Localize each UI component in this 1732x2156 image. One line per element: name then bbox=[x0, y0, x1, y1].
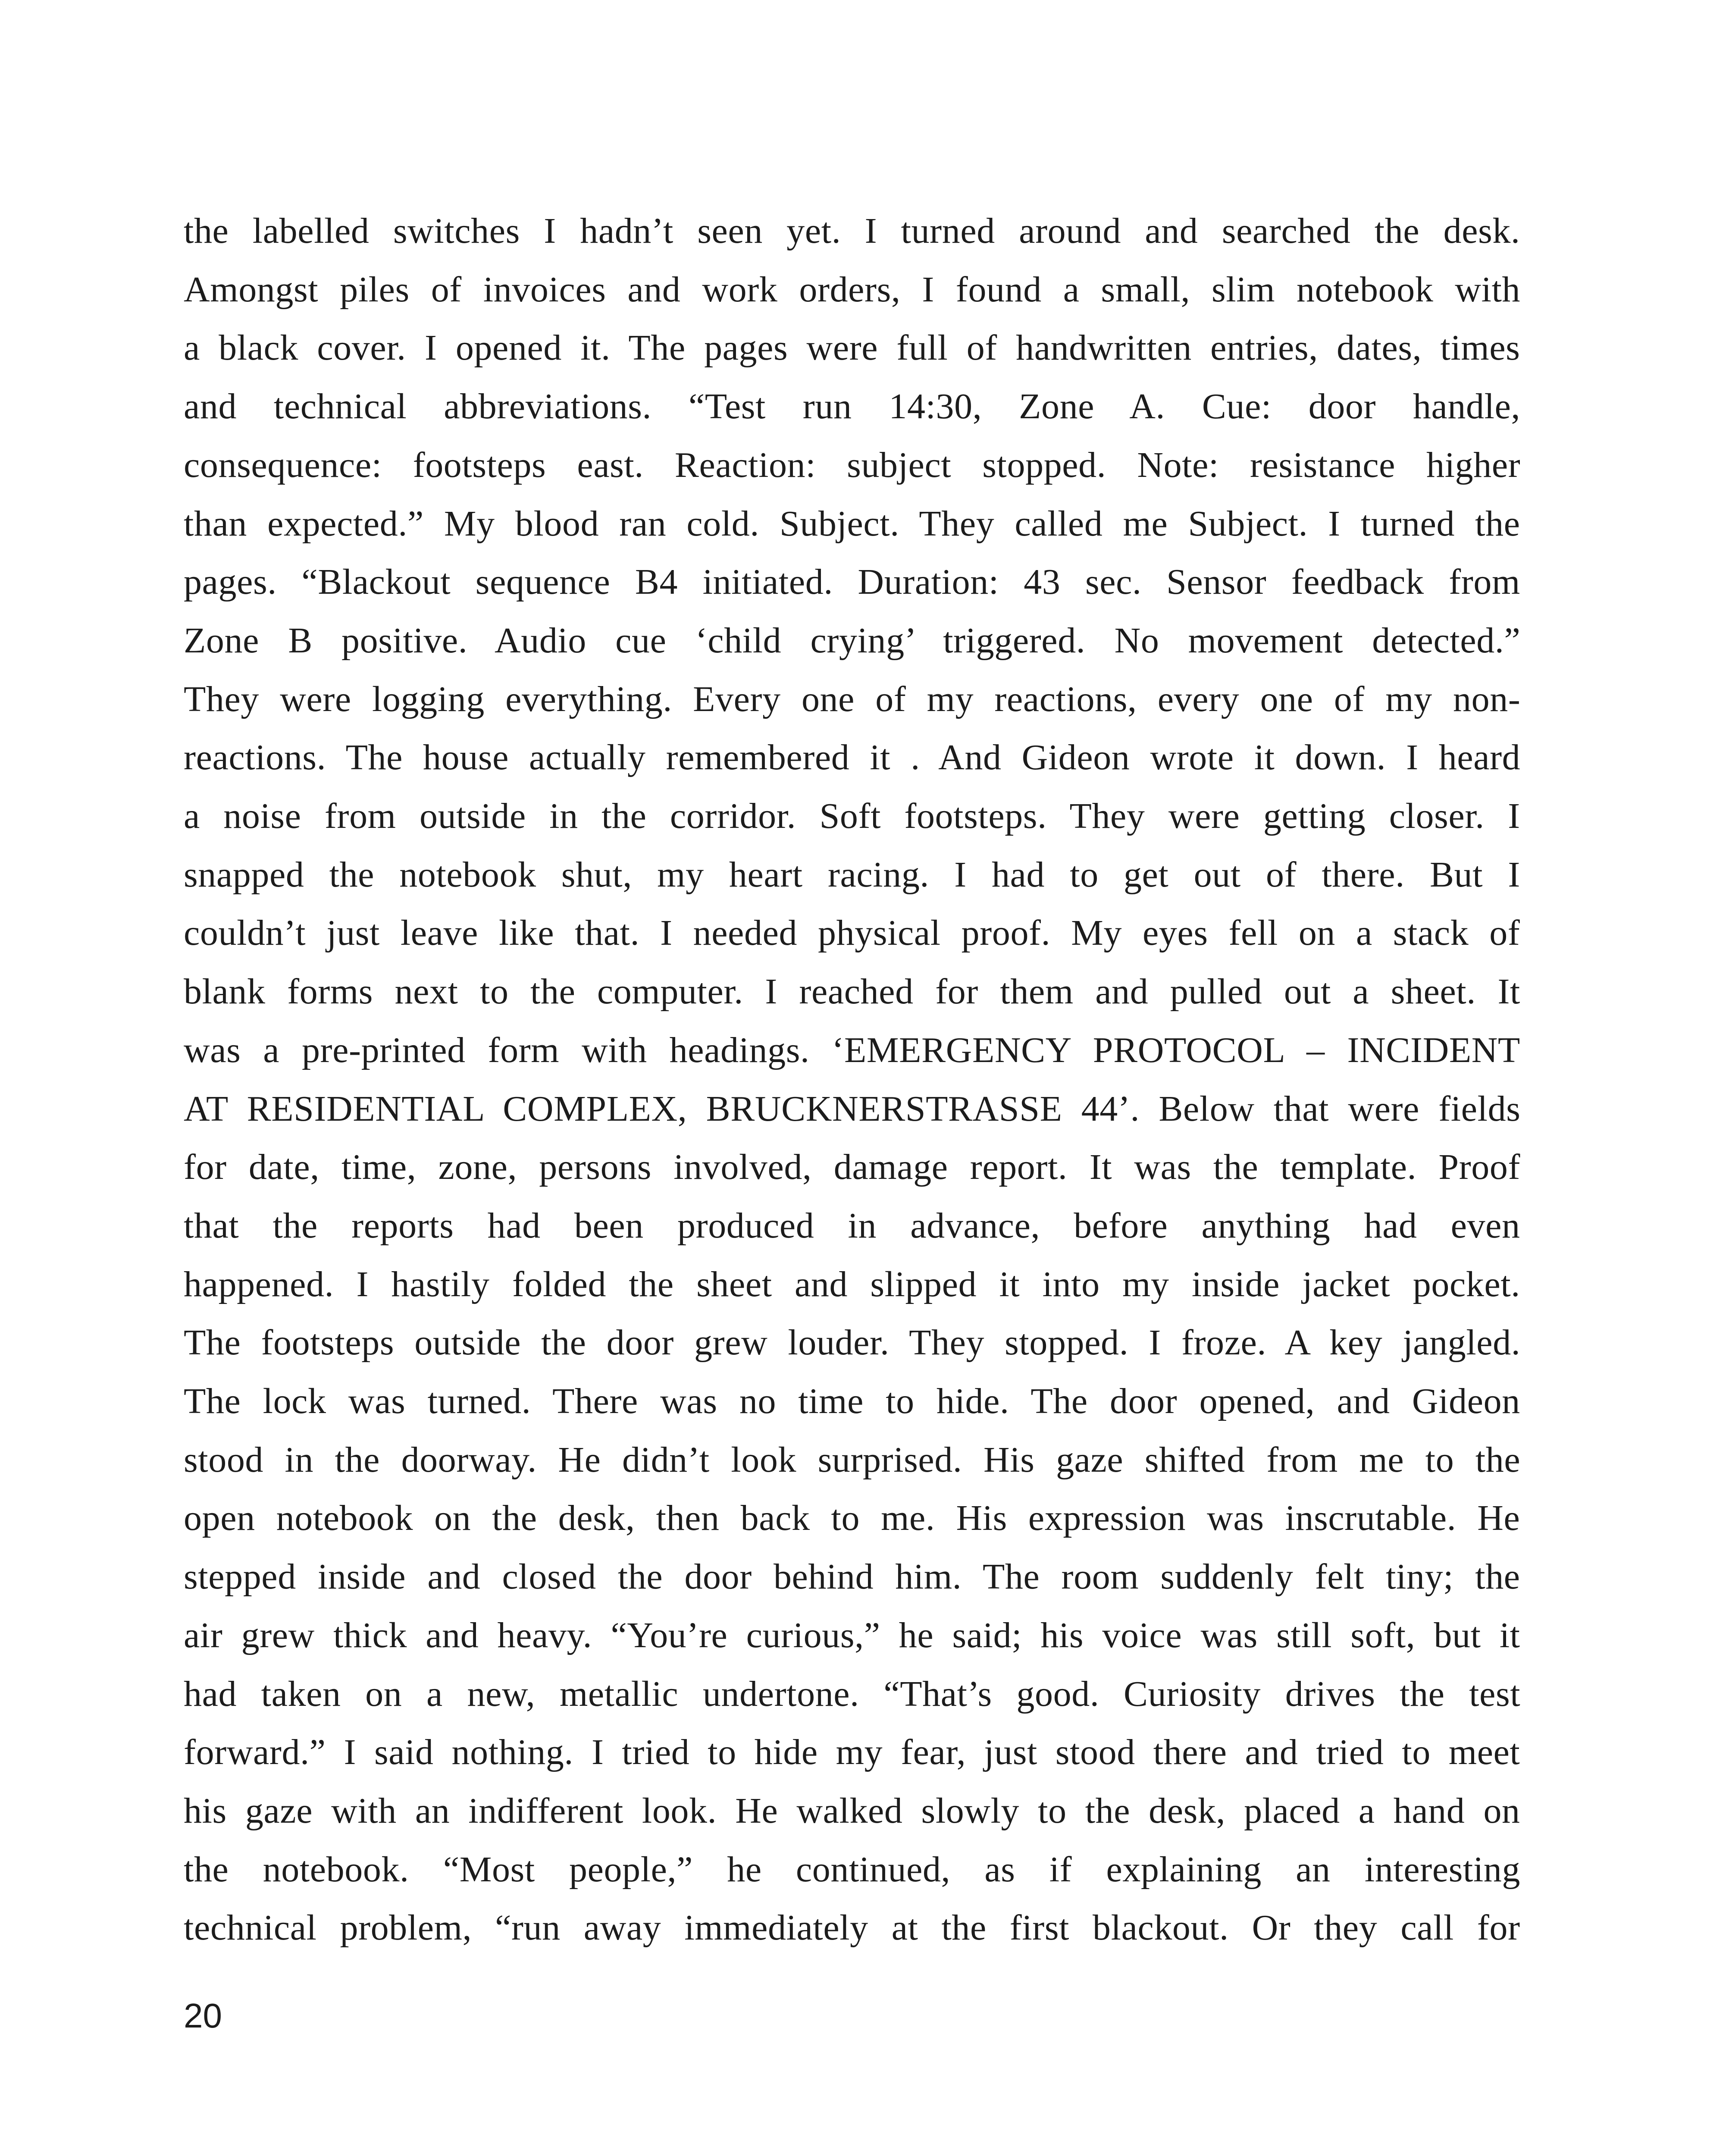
text-line: open notebook on the desk, then back to me. His expression was inscrutable. He bbox=[184, 1498, 1520, 1539]
text-line: Amongst piles of invoices and work orders, I found a small, slim notebook with bbox=[184, 269, 1521, 310]
text-line: Zone B positive. Audio cue ‘child crying’ triggered. No movement detected.” bbox=[184, 620, 1521, 661]
text-line: for date, time, zone, persons involved, damage report. It was the template. Proof bbox=[184, 1147, 1521, 1188]
text-line: couldn’t just leave like that. I needed physical proof. My eyes fell on a stack of bbox=[184, 913, 1520, 953]
text-line: than expected.” My blood ran cold. Subject. They called me Subject. I turned the bbox=[184, 503, 1520, 544]
text-line: that the reports had been produced in advance, before anything had even bbox=[184, 1205, 1520, 1246]
text-line: had taken on a new, metallic undertone. “That’s good. Curiosity drives the test bbox=[184, 1673, 1521, 1714]
text-line: a black cover. I opened it. The pages were full of handwritten entries, dates, times bbox=[184, 328, 1520, 368]
text-line: air grew thick and heavy. “You’re curious,” he said; his voice was still soft, but it bbox=[184, 1615, 1520, 1655]
text-line: the notebook. “Most people,” he continued, as if explaining an interesting bbox=[184, 1849, 1521, 1890]
text-line: a noise from outside in the corridor. Soft footsteps. They were getting closer. I bbox=[184, 796, 1520, 837]
page-number: 20 bbox=[184, 1996, 222, 2035]
text-line: The footsteps outside the door grew louder. They stopped. I froze. A key jangled. bbox=[184, 1322, 1521, 1363]
text-line: was a pre-printed form with headings. ‘EMERGENCY PROTOCOL – INCIDENT bbox=[184, 1030, 1520, 1070]
text-line: and technical abbreviations. “Test run 14:30, Zone A. Cue: door handle, bbox=[184, 386, 1521, 427]
text-line: The lock was turned. There was no time to hide. The door opened, and Gideon bbox=[184, 1381, 1520, 1422]
text-line: forward.” I said nothing. I tried to hide my fear, just stood there and tried to meet bbox=[184, 1732, 1520, 1773]
text-line: stepped inside and closed the door behind him. The room suddenly felt tiny; the bbox=[184, 1557, 1520, 1597]
text-line: technical problem, “run away immediately at the first blackout. Or they call for bbox=[184, 1908, 1520, 1948]
body-text bbox=[184, 202, 1520, 1957]
text-line: consequence: footsteps east. Reaction: subject stopped. Note: resistance higher bbox=[184, 445, 1521, 485]
text-line: They were logging everything. Every one of my reactions, every one of my non- bbox=[184, 679, 1521, 719]
text-line: AT RESIDENTIAL COMPLEX, BRUCKNERSTRASSE 44’. Below that were fields bbox=[184, 1088, 1521, 1129]
text-line: reactions. The house actually remembered it . And Gideon wrote it down. I heard bbox=[184, 737, 1521, 778]
text-line: pages. “Blackout sequence B4 initiated. Duration: 43 sec. Sensor feedback from bbox=[184, 562, 1520, 602]
text-line: the labelled switches I hadn’t seen yet. I turned around and searched the desk. bbox=[184, 211, 1520, 251]
text-line: snapped the notebook shut, my heart racing. I had to get out of there. But I bbox=[184, 854, 1520, 895]
text-line: his gaze with an indifferent look. He walked slowly to the desk, placed a hand on bbox=[184, 1790, 1520, 1831]
text-line: stood in the doorway. He didn’t look surprised. His gaze shifted from me to the bbox=[184, 1439, 1521, 1480]
text-line: happened. I hastily folded the sheet and slipped it into my inside jacket pocket. bbox=[184, 1264, 1520, 1304]
text-line: blank forms next to the computer. I reached for them and pulled out a sheet. It bbox=[184, 971, 1520, 1012]
